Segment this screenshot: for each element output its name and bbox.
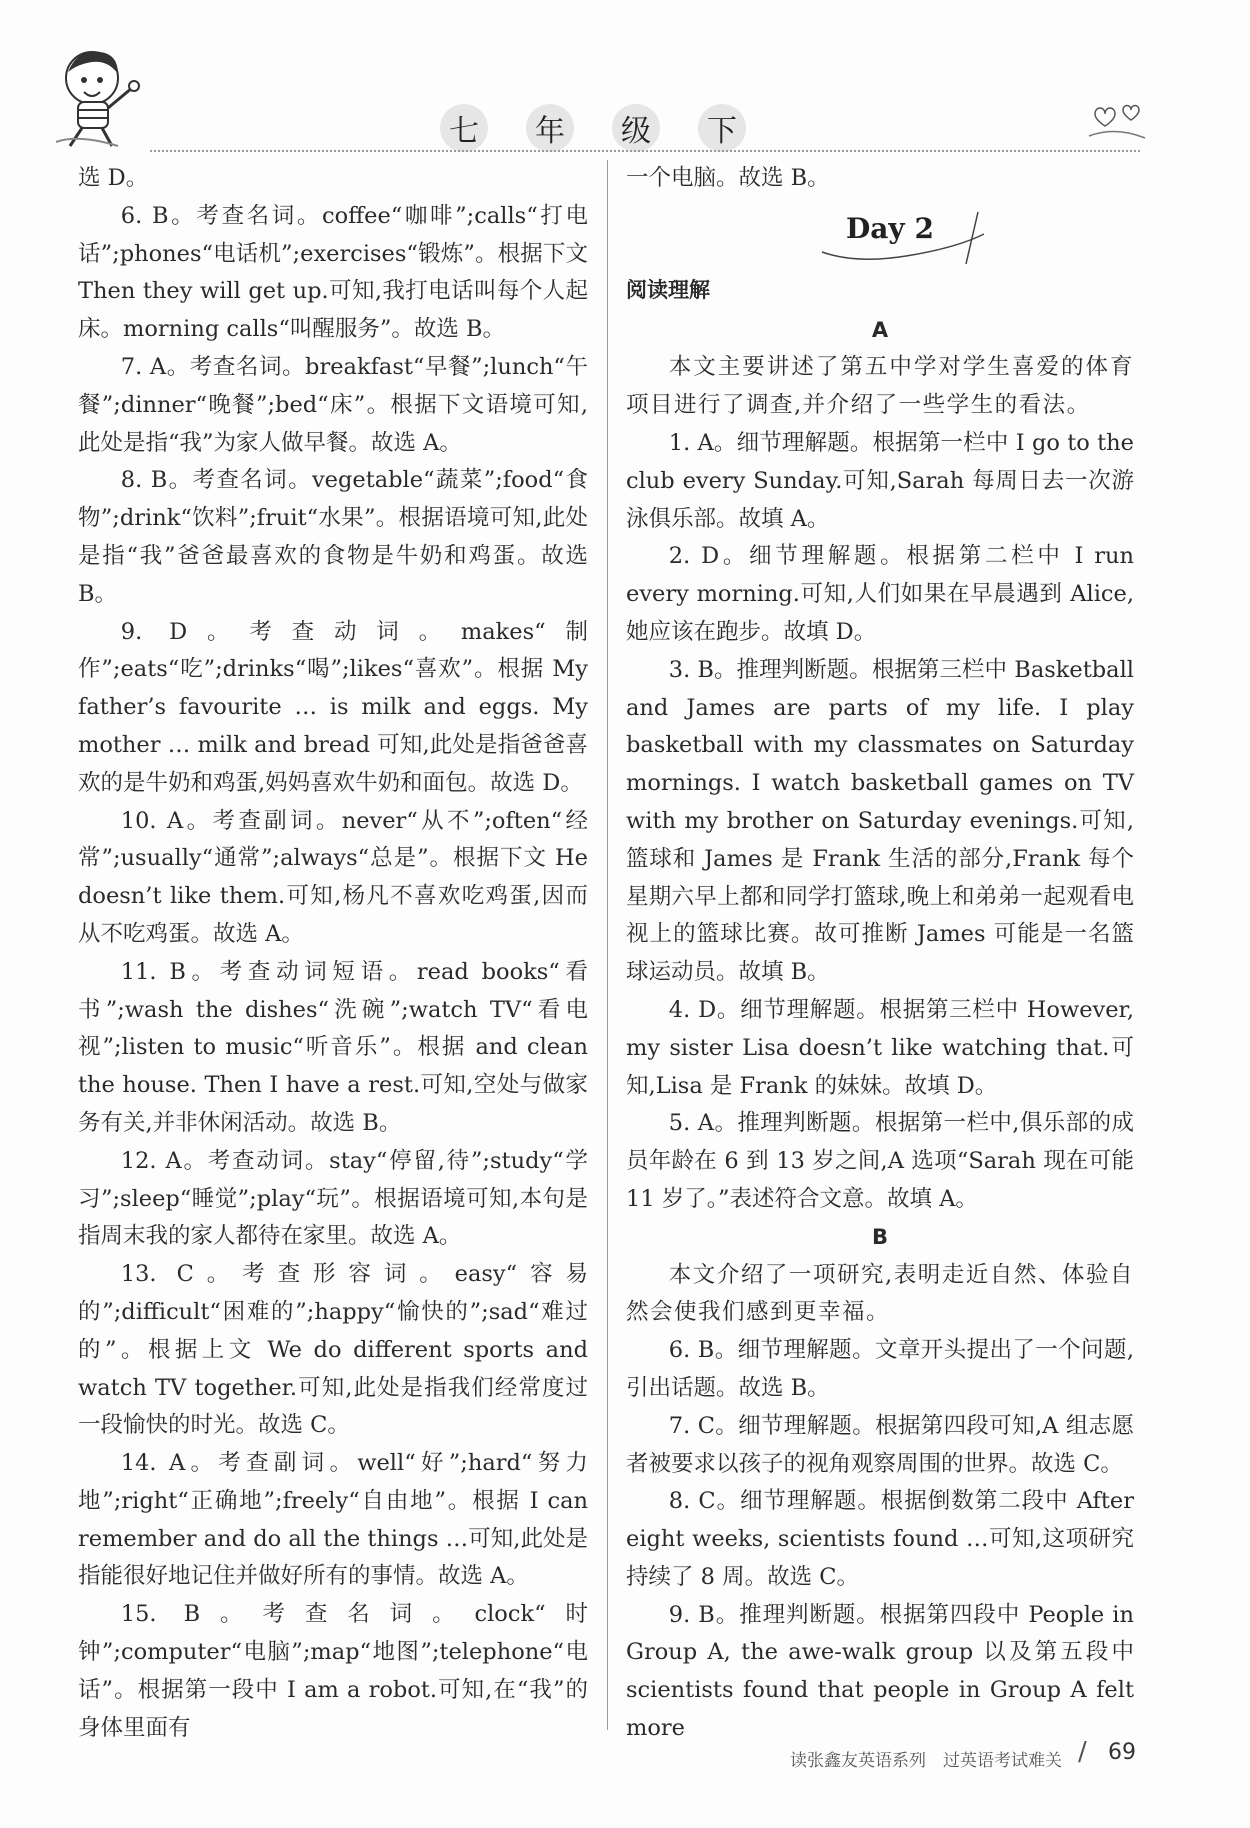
right-column xyxy=(626,160,1134,1748)
answer-paragraph: 9. B。推理判断题。根据第四段中 People in Group A, the awe-walk group 以及第五段中 scientists found that people in Group A felt more xyxy=(626,1601,1134,1742)
answer-paragraph: 8. B。考查名词。vegetable“蔬菜”;food“食物”;drink“饮料”;fruit“水果”。根据语境可知,此处是指“我”爸爸最喜欢的食物是牛奶和鸡蛋。故选 B。 xyxy=(78,467,588,607)
answer-paragraph: 1. A。细节理解题。根据第一栏中 I go to the club every Sunday.可知,Sarah 每周日去一次游泳俱乐部。故填 A。 xyxy=(626,429,1134,532)
answer-paragraph: 14. A。考查副词。well“好”;hard“努力地”;right“正确地”;freely“自由地”。根据 I can remember and do all the things …可知,此处是指能很好地记住并做好所有的事情。故选 A。 xyxy=(78,1450,588,1590)
part-a-summary: 本文主要讲述了第五中学对学生喜爱的体育项目进行了调查,并介绍了一些学生的看法。 xyxy=(626,354,1134,419)
title-char: 七 xyxy=(440,104,488,152)
answer-paragraph: 10. A。考查副词。never“从不”;often“经常”;usually“通常”;always“总是”。根据下文 He doesn’t like them.可知,杨凡不喜欢吃鸡蛋,因而从不吃鸡蛋。故选 A。 xyxy=(78,807,588,947)
cartoon-boy-illustration xyxy=(48,42,148,152)
grade-title xyxy=(440,104,746,152)
part-b-label: B xyxy=(871,1224,888,1249)
answer-paragraph: 5. A。推理判断题。根据第一栏中,俱乐部的成员年龄在 6 到 13 岁之间,A 选项“Sarah 现在可能 11 岁了。”表述符合文意。故填 A。 xyxy=(626,1110,1134,1212)
page-number: 69 xyxy=(1108,1740,1136,1765)
answer-paragraph: 15. B。考查名词。clock“时钟”;computer“电脑”;map“地图”;telephone“电话”。根据第一段中 I am a robot.可知,在“我”的身体里面有 xyxy=(78,1601,588,1741)
answer-paragraph: 4. D。细节理解题。根据第三栏中 However, my sister Lisa doesn’t like watching that.可知,Lisa 是 Frank 的妹妹。故填 D。 xyxy=(626,996,1134,1099)
part-a-label: A xyxy=(871,317,889,342)
part-b-summary: 本文介绍了一项研究,表明走近自然、体验自然会使我们感到更幸福。 xyxy=(626,1261,1134,1326)
hearts-icon xyxy=(1085,96,1155,146)
title-char: 下 xyxy=(698,104,746,152)
title-char: 年 xyxy=(526,104,574,152)
answer-paragraph: 12. A。考查动词。stay“停留,待”;study“学习”;sleep“睡觉”;play“玩”。根据语境可知,本句是指周末我的家人都待在家里。故选 A。 xyxy=(78,1147,588,1250)
answer-paragraph: 11. B。考查动词短语。read books“看书”;wash the dishes“洗碗”;watch TV“看电视”;listen to music“听音乐”。根据 and clean the house. Then I have a rest.可知,空处与做家务有关,并非休闲活动。故选 B。 xyxy=(78,958,588,1136)
answer-paragraph: 7. C。细节理解题。根据第四段可知,A 组志愿者被要求以孩子的视角观察周围的世界。故选 C。 xyxy=(626,1412,1134,1477)
column-divider xyxy=(607,160,608,1730)
answer-paragraph: 3. B。推理判断题。根据第三栏中 Basketball and James are parts of my life. I play basketball with my classmates on Saturday mornings. I watch basketball games on TV with my brother on Saturday evenings.可知,篮球和 James 是 Frank 生活的部分,Frank 每个星期六早上都和同学打篮球,晚上和弟弟一起观看电视上的篮球比赛。故可推断 James 可能是一名篮球运动员。故填 B。 xyxy=(626,656,1134,986)
section-title: 阅读理解 xyxy=(626,277,710,302)
answer-paragraph: 选 D。 xyxy=(78,165,149,191)
header-divider xyxy=(150,150,1140,152)
title-char: 级 xyxy=(612,104,660,152)
footer-series: 读张鑫友英语系列 过英语考试难关 xyxy=(790,1751,1062,1771)
answer-paragraph: 8. C。细节理解题。根据倒数第二段中 After eight weeks, scientists found …可知,这项研究持续了 8 周。故选 C。 xyxy=(626,1488,1134,1590)
day-heading xyxy=(626,198,1134,266)
answer-paragraph: 6. B。细节理解题。文章开头提出了一个问题,引出话题。故选 B。 xyxy=(626,1337,1134,1401)
answer-paragraph: 6. B。考查名词。coffee“咖啡”;calls“打电话”;phones“电话机”;exercises“锻炼”。根据下文 Then they will get up.可知,我打电话叫每个人起床。morning calls“叫醒服务”。故选 B。 xyxy=(78,202,588,343)
answer-paragraph: 13. C。考查形容词。easy“容易的”;difficult“困难的”;happy“愉快的”;sad“难过的”。根据上文 We do different sports and watch TV together.可知,此处是指我们经常度过一段愉快的时光。故选 C。 xyxy=(78,1261,588,1439)
answer-paragraph: 2. D。细节理解题。根据第二栏中 I run every morning.可知,人们如果在早晨遇到 Alice,她应该在跑步。故填 D。 xyxy=(626,543,1134,645)
continuation-text: 一个电脑。故选 B。 xyxy=(626,165,830,191)
answer-paragraph: 9. D。考查动词。makes“制作”;eats“吃”;drinks“喝”;likes“喜欢”。根据 My father’s favourite … is milk and eggs. My mother … milk and bread 可知,此处是指爸爸喜欢的是牛奶和鸡蛋,妈妈喜欢牛奶和面包。故选 D。 xyxy=(78,618,588,796)
day-title: Day 2 xyxy=(846,211,934,245)
left-column xyxy=(78,160,588,1747)
footer-slash: / xyxy=(1078,1737,1087,1767)
answer-paragraph: 7. A。考查名词。breakfast“早餐”;lunch“午餐”;dinner“晚餐”;bed“床”。根据下文语境可知,此处是指“我”为家人做早餐。故选 A。 xyxy=(78,353,588,456)
